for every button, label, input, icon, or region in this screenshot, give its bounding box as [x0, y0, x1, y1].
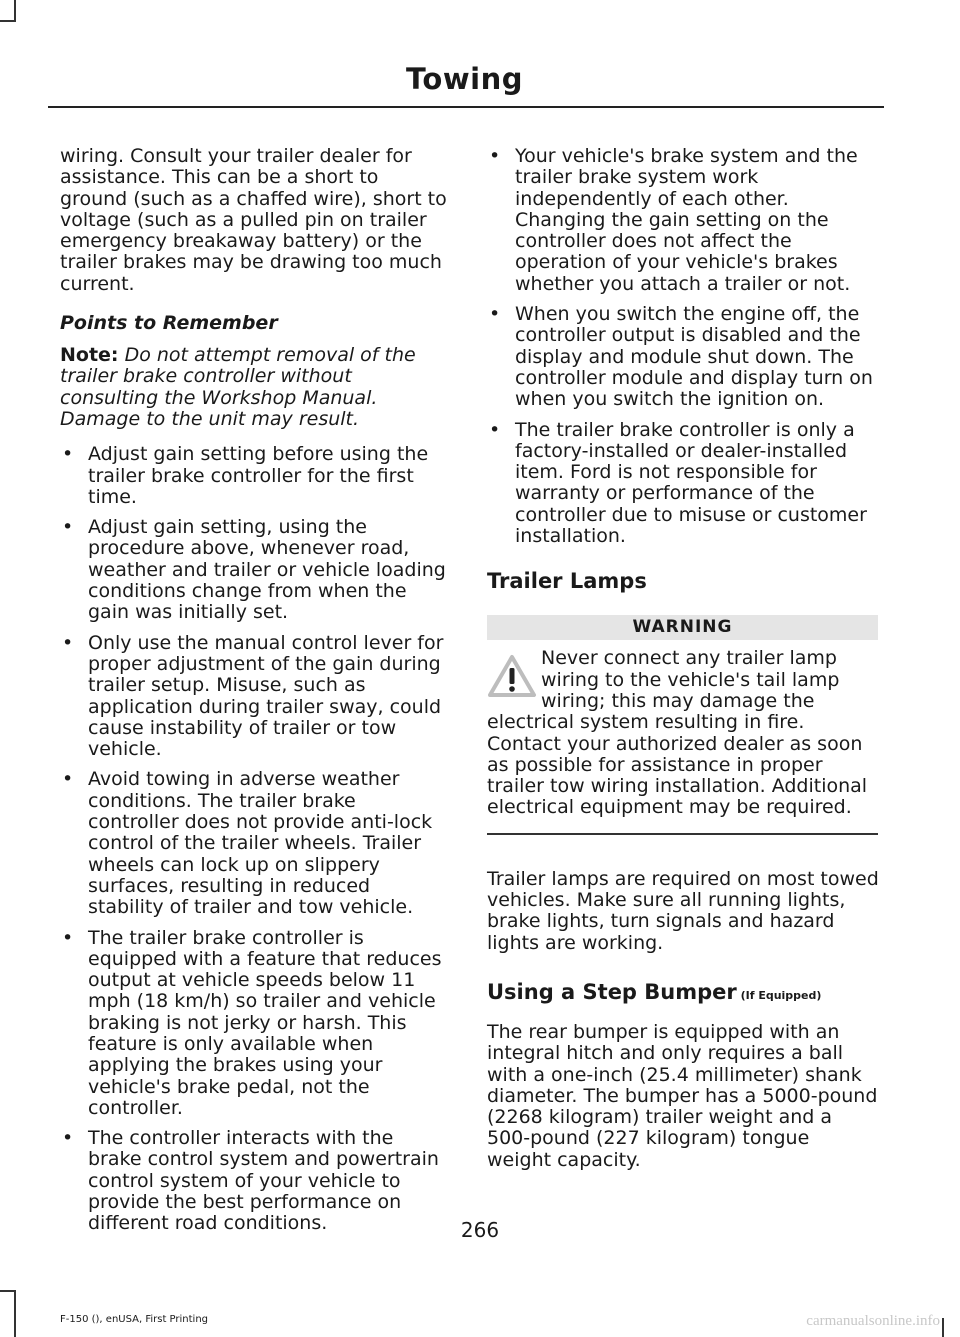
warning-label: WARNING — [487, 615, 878, 640]
warning-box — [487, 615, 879, 834]
crop-mark-bottom-left — [14, 1290, 16, 1337]
list-item: • Avoid towing in adverse weather conditions. The trailer brake controller does not provide anti-lock control of the trailer wheels. Trailer wheels can lock up on slippery surfaces, resulting in reduced stability of trailer and tow vehicle. — [60, 769, 448, 918]
crop-mark-bottom-left-h — [0, 1290, 16, 1292]
note-text: Do not attempt removal of the trailer brake controller without consulting the Workshop Manual. Damage to the unit may result. — [60, 344, 416, 430]
note-paragraph — [60, 345, 448, 430]
warning-triangle-icon — [487, 654, 537, 698]
step-bumper-title: Using a Step Bumper — [487, 979, 737, 1004]
watermark: carmanualsonline.info — [806, 1313, 940, 1329]
list-item: • Only use the manual control lever for proper adjustment of the gain during trailer setup. Misuse, such as application during trailer sway, could cause instability of trailer or tow vehicle. — [60, 633, 448, 761]
list-item: • The controller interacts with the brake control system and powertrain control system of your vehicle to provide the best performance on different road conditions. — [60, 1128, 448, 1234]
left-bullet-list — [60, 444, 448, 1234]
note-label: Note: — [60, 344, 119, 367]
list-item: • Adjust gain setting before using the trailer brake controller for the first time. — [60, 444, 448, 508]
list-item: • Adjust gain setting, using the procedure above, whenever road, weather and trailer or vehicle loading conditions change from when the gain was initially set. — [60, 517, 448, 623]
right-bullet-list — [487, 146, 879, 547]
left-column — [60, 146, 448, 1244]
list-item: • The trailer brake controller is only a factory-installed or dealer-installed item. Ford is not responsible for warranty or performance of the controller due to misuse or customer installation. — [487, 420, 879, 548]
trailer-lamps-heading: Trailer Lamps — [487, 569, 647, 594]
warning-body — [487, 648, 879, 818]
page-number: 266 — [460, 1218, 500, 1242]
crop-mark-top-left — [14, 0, 16, 22]
if-equipped-label: (If Equipped) — [736, 988, 822, 1002]
intro-paragraph: wiring. Consult your trailer dealer for assistance. This can be a short to ground (such as a chaffed wire), short to voltage (such as a pulled pin on trailer emergency breakaway battery) or the trailer brakes may be drawing too much current. — [60, 145, 447, 295]
right-column — [487, 146, 879, 1171]
crop-mark-bottom-right — [942, 1318, 944, 1337]
step-bumper-heading — [487, 980, 879, 1008]
lamps-paragraph: Trailer lamps are required on most towed vehicles. Make sure all running lights, brake lights, turn signals and hazard lights are working. — [487, 867, 879, 954]
crop-mark-top-left-h — [0, 20, 16, 22]
warning-text: Never connect any trailer lamp wiring to the vehicle's tail lamp wiring; this may damage the electrical system resulting in fire. Contact your authorized dealer as soon as possible for assistance in proper trailer tow wiring installation. Additional electrical equipment may be required. — [487, 647, 868, 819]
header-rule — [48, 106, 884, 108]
list-item: • Your vehicle's brake system and the trailer brake system work independently of each other. Changing the gain setting on the controller does not affect the operation of your vehicle's brakes whether you attach a trailer or not. — [487, 146, 879, 295]
footer-text: F-150 (), enUSA, First Printing — [60, 1314, 209, 1325]
points-subheading: Points to Remember — [60, 312, 278, 335]
page-header-title: Towing — [406, 62, 523, 96]
list-item: • The trailer brake controller is equipped with a feature that reduces output at vehicle speeds below 11 mph (18 km/h) so trailer and vehicle braking is not jerky or harsh. This feature is only available when applying the brakes using your vehicle's brake pedal, not the controller. — [60, 928, 448, 1120]
bumper-paragraph: The rear bumper is equipped with an integral hitch and only requires a ball with a one-inch (25.4 millimeter) shank diameter. The bumper has a 5000-pound (2268 kilogram) trailer weight and a 500-pound (227 kilogram) tongue weight capacity. — [487, 1020, 878, 1171]
list-item: • When you switch the engine off, the controller output is disabled and the display and module shut down. The controller module and display turn on when you switch the ignition on. — [487, 304, 879, 410]
warning-bottom-rule — [487, 833, 878, 835]
